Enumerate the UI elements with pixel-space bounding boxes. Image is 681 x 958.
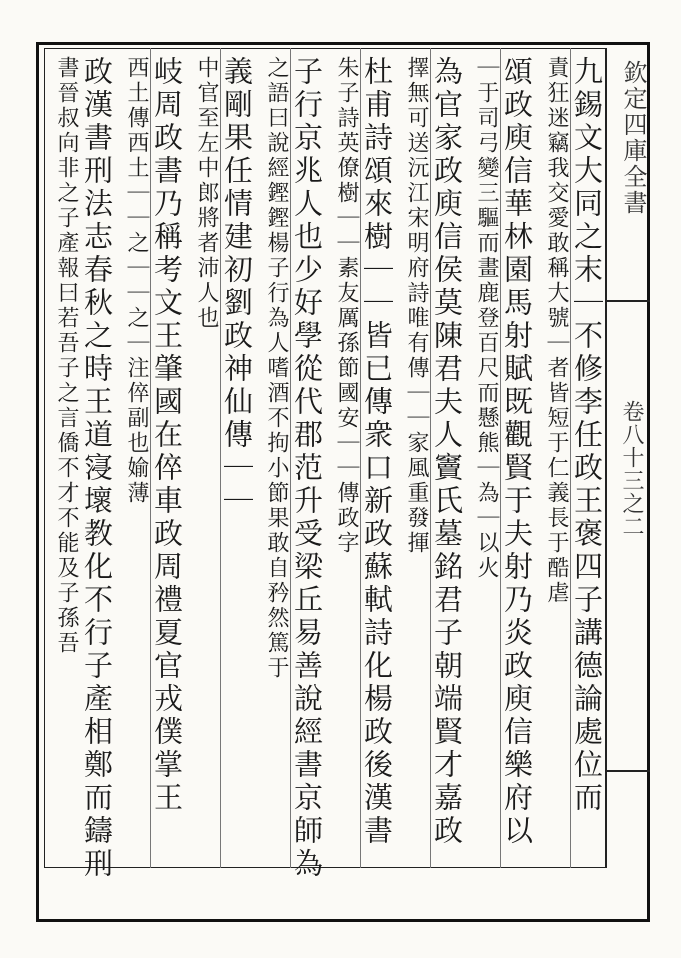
text-column: 頌政庾信華林園馬射賦既觀賢于夫射乃炎政庾信樂府以	[500, 56, 534, 848]
text-column: 子行京兆人也少好學從代郡范升受梁丘易善說經書京師為	[290, 56, 324, 881]
text-column: 政漢書刑法志春秋之時王道寖壞教化不行子產相鄭而鑄刑	[80, 56, 114, 881]
text-column: 中官至左中郎將者沛人也	[194, 56, 219, 331]
text-column: 義剛果任情建初劉政神仙傳｜｜	[220, 56, 254, 518]
text-column: 擇無可送沅江宋明府詩唯有傳｜｜家風重發揮	[404, 56, 429, 556]
text-column: 九錫文大同之末｜不修李任政王褒四子講德論處位而	[570, 56, 604, 815]
text-column: 為官家政庾信侯莫陳君夫人竇氏墓銘君子朝端賢才嘉政	[430, 56, 464, 848]
text-column: 之語曰說經鏗鏗楊子行為人嗜酒不拘小節果敢自矜然篤于	[264, 56, 289, 681]
text-column: 西土傳西土｜｜之｜｜之｜注倅副也媮薄	[124, 56, 149, 506]
text-column: ｜于司弓變三驅而畫鹿登百尺而懸熊｜為｜以火	[474, 56, 499, 581]
text-column: 杜甫詩頌來樹｜｜皆已傳衆口新政蘇軾詩化楊政後漢書	[360, 56, 394, 848]
margin-rule-lower	[606, 770, 650, 772]
chapter-mark: 卷八十三之二	[619, 400, 644, 538]
margin-rule-upper	[606, 300, 650, 302]
text-column: 岐周政書乃稱考文王肇國在倅車政周禮夏官戎僕掌王	[150, 56, 184, 815]
book-title: 欽定四庫全書	[619, 60, 647, 216]
text-column: 書晉叔向非之子產報曰若吾子之言僑不才不能及子孫吾	[54, 56, 79, 656]
text-column: 朱子詩英僚樹｜｜素友厲孫節國安｜｜傳政字	[334, 56, 359, 556]
text-column: 責狂迷竊我交愛敢稱大號｜者皆短于仁義長于酷虐	[544, 56, 569, 606]
